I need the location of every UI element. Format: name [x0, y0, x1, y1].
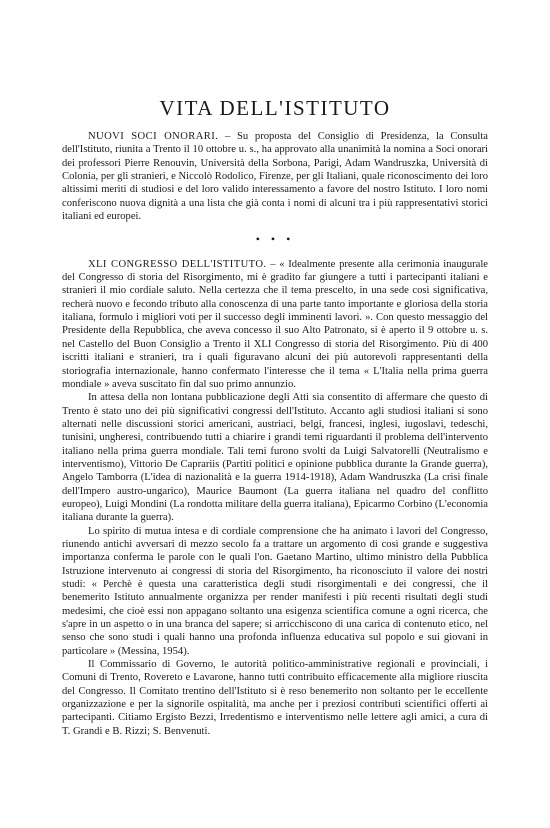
section-separator: • • • — [255, 232, 295, 247]
paragraph: Il Commissario di Governo, le autorità politico-amministrative regionali e provinciali, i Comuni di Trento, Rovereto e Lavarone, hanno tutti contribuito efficacemente alla migliore riuscita del Congresso. Il Comitato trentino dell'Istituto si è reso benemerito non soltanto per le eccellente organizzazione e per la signorile ospitalità, ma anche per i preziosi contributi scientifici offerti ai partecipanti. Citiamo Ergisto Bezzi, Irredentismo e interventismo nelle lettere agli amici, a cura di T. Grandi e B. Rizzi; S. Benvenuti. — [62, 659, 488, 737]
section-new-honorary-members — [62, 130, 488, 223]
section-congress — [62, 258, 488, 391]
paragraph: In attesa della non lontana pubblicazione degli Atti sia consentito di affermare che questo di Trento è stato uno dei più significativi congressi dell'Istituto. Accanto agli studiosi italiani si sono alternati nelle discussioni storici americani, austriaci, belgi, francesi, inglesi, iugoslavi, tedeschi, tunisini, ungheresi, contribuendo tutti a chiarire i grandi temi riguardanti il problema dell'intervento italiano nella prima guerra mondiale. Tali temi furono svolti da Luigi Salvatorelli (Neutralismo e interventismo), Vittorio De Caprariis (Partiti politici e opinione pubblica durante la Grande guerra), Angelo Tamborra (L'idea di nazionalità e la guerra 1914-1918), Adam Wandruszka (La crisi finale dell'Impero austro-ungarico), Maurice Baumont (La guerra italiana nel quadro del conflitto europeo), Luigi Mondini (La rondotta militare della guerra italiana), Epicarmo Corbino (L'economia italiana durante la guerra). — [62, 392, 488, 524]
paragraph-text: – « Idealmente presente alla cerimonia inaugurale del Congresso di storia del Risorgimento, mi è gradito far giungere a tutti i partecipanti italiani e stranieri il mio cordiale saluto. Nella certezza che il tema prescelto, in una sede così significativa, recherà nuovo e fecondo tributo alla conoscenza di una parte tanto importante e gloriosa della storia italiana, formulo i migliori voti per il successo degli imminenti lavori. ». Con questo messaggio del Presidente della Repubblica, che aveva concesso il suo Alto Patronato, si è aperto il 9 ottobre u. s. nel Castello del Buon Consiglio a Trento il XLI Congresso di storia del Risorgimento. Più di 400 iscritti italiani e stranieri, tra i quali figuravano alcuni dei più autorevoli rappresentanti della storiografia internazionale, hanno confermato l'interesse che il tema « L'Italia nella prima guerra mondiale » aveva suscitato fin dal suo primo annunzio. — [62, 258, 488, 390]
paragraph-text: – Su proposta del Consiglio di Presidenza, la Consulta dell'Istituto, riunita a Trento il 10 ottobre u. s., ha approvato alla unanimità la nomina a Soci onorari dei professori Pierre Renouvin, Università della Sorbona, Parigi, Adam Wandruszka, Università di Colonia, per gli stranieri, e Niccolò Rodolico, Firenze, per gli Italiani, quale riconoscimento dei loro altissimi meriti di studiosi e del loro valido interessamento a favore del nostro Istituto. I loro nomi conferiscono nuova dignità a una lista che già conta i nomi di alcuni tra i più rappresentativi storici italiani ed europei. — [62, 131, 488, 223]
section-heading: XLI CONGRESSO DELL'ISTITUTO. — [88, 258, 267, 270]
paragraph: Lo spirito di mutua intesa e di cordiale comprensione che ha animato i lavori del Congresso, riunendo antichi avversari di mezzo secolo fa a trattare un argomento di così grande e suggestiva importanza conferma le parole con le quali l'on. Gaetano Martino, ultimo ministro della Pubblica Istruzione intervenuto ai congressi di storia del Risorgimento, ha riconosciuto il valore dei nostri studi: « Perchè è questa una caratteristica degli studi risorgimentali e dei congressi, che il benemerito Istituto annualmente organizza per render manifesti i più recenti risultati degli studi medesimi, che cioè essi non appagano soltanto una esigenza scientifica comune a ogni ricerca, che s'apre in un aspetto o in una branca del sapere; si arricchiscono di una carica di contenuto etico, nel senso che sono studi i quali hanno una profonda influenza educativa sul popolo e sui giovani in particolare » (Messina, 1954). — [62, 525, 488, 657]
article-body — [62, 130, 488, 738]
section-heading: NUOVI SOCI ONORARI. — [88, 131, 219, 142]
page-title: VITA DELL'ISTITUTO — [159, 96, 391, 121]
